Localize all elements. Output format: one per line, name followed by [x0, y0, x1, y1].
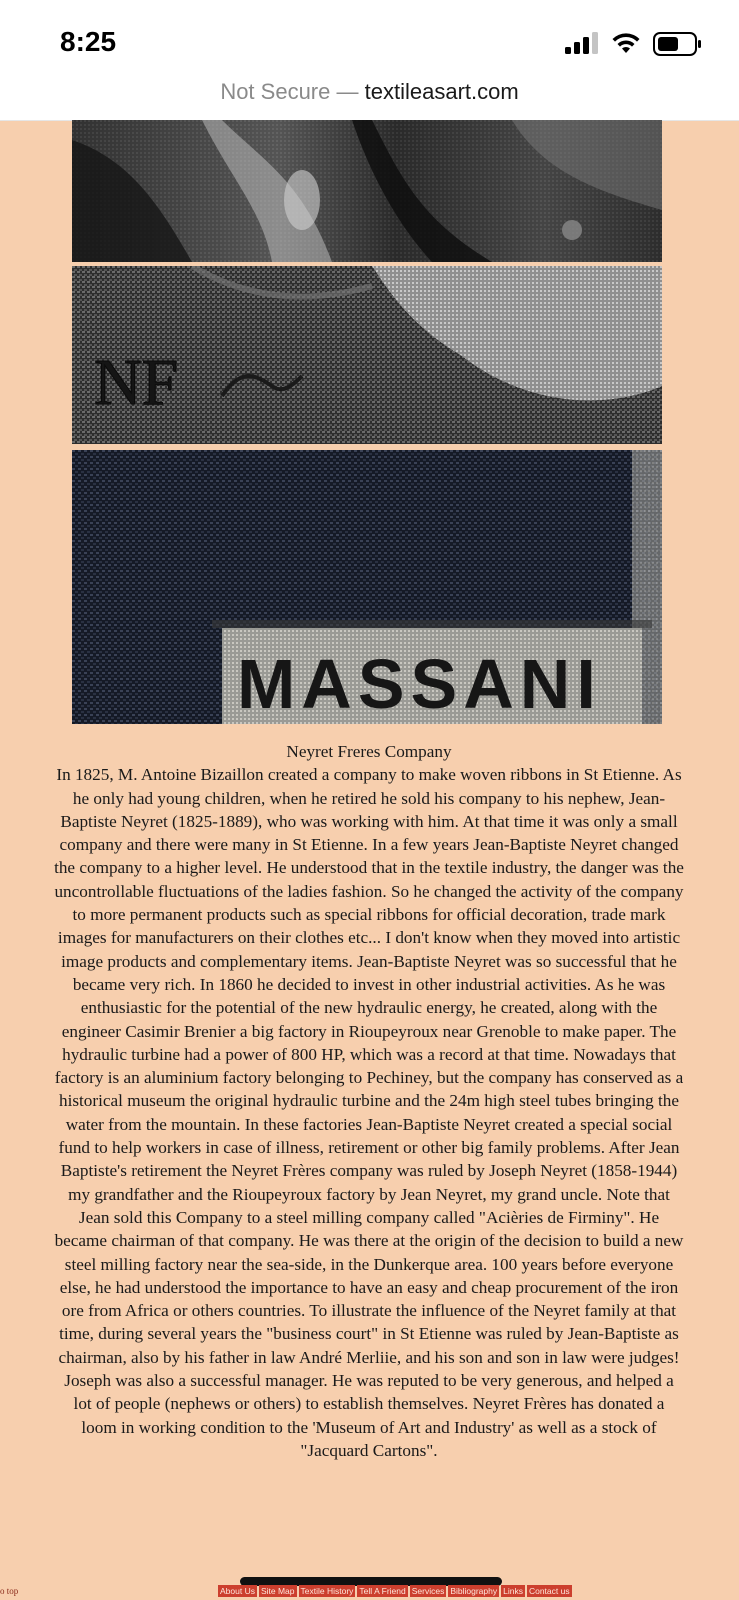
footer-link-textile-history[interactable]: Textile History — [300, 1586, 354, 1596]
status-bar — [0, 0, 739, 72]
status-icons — [563, 32, 703, 56]
article-title: Neyret Freres Company — [286, 742, 452, 761]
footer-link-site-map[interactable]: Site Map — [260, 1586, 295, 1596]
footer-link-services[interactable]: Services — [411, 1586, 445, 1596]
article-body: In 1825, M. Antoine Bizaillon created a company to make woven ribbons in St Etienne. As he only had young children, when he retired he sold his company to his nephew, Jean-Baptiste Neyret (1825-1889), who was working with him. At that time it was only a small company and there were many in St Etienne. In a few years Jean-Baptiste Neyret changed the company to a higher level. He understood that in the textile industry, the danger was the uncontrollable fluctuations of the ladies fashion. So he changed the activity of the company to more permanent products such as special ribbons for official decoration, trade mark images for manufacturers on their clothes etc... I don't know when they moved into artistic image products and complementary items. Jean-Baptiste Neyret was so successful that he became very rich. In 1860 he decided to invest in other industrial activities. As he was enthusiastic for the potential of the new hydraulic energy, he created, along with the engineer Casimir Brenier a big factory in Rioupeyroux near Grenoble to make paper. The hydraulic turbine had a power of 800 HP, which was a record at that time. Nowadays that factory is an aluminium factory belonging to Pechiney, but the company has conserved as a historical museum the original hydraulic turbine and the 24m high steel tubes bringing the water from the mountain. In these factories Jean-Baptiste Neyret created a special social fund to help workers in case of illness, retirement or other big family problems. After Jean Baptiste's retirement the Neyret Frères company was ruled by Joseph Neyret (1858-1944) my grandfather and the Rioupeyroux factory by Jean Neyret, my grand uncle. Note that Jean sold this Company to a steel milling company called "Acièries de Firminy". He became chairman of that company. He was there at the origin of the decision to build a new steel milling factory near the sea-side, in the Dunkerque area. 100 years before everyone else, he had understood the importance to have an easy and cheap procurement of the iron ore from Africa or others countries. To illustrate the influence of the Neyret family at that time, during several years the "business court" in St Etienne was ruled by Jean-Baptiste as chairman, also by his father in law André Merliie, and his son and son in law were judges! Joseph was also a successful manager. He was reputed to be very generous, and helped a lot of people (nephews or others) to establish themselves. Neyret Frères has donated a loom in working condition to the 'Museum of Art and Industry' as well as a stock of "Jacquard Cartons". — [54, 765, 684, 1460]
security-label: Not Secure — [220, 79, 331, 104]
woven-label-image — [72, 450, 662, 724]
article — [54, 740, 684, 1462]
massani-label-text: MASSANI — [237, 645, 602, 723]
back-to-top-link[interactable]: o top — [0, 1586, 19, 1596]
footer-link-about-us[interactable]: About Us — [220, 1586, 255, 1596]
address-bar[interactable] — [0, 72, 739, 121]
nf-monogram: NF — [94, 346, 179, 419]
woven-portrait-image — [72, 120, 662, 262]
status-time: 8:25 — [60, 26, 117, 57]
footer-link-tell-a-friend[interactable]: Tell A Friend — [359, 1586, 406, 1596]
footer-nav — [0, 1582, 739, 1600]
footer-link-links[interactable]: Links — [503, 1586, 523, 1596]
footer-link-contact-us[interactable]: Contact us — [528, 1586, 570, 1596]
footer-links — [218, 1585, 572, 1597]
wifi-icon — [611, 32, 641, 54]
url-domain: textileasart.com — [364, 79, 519, 104]
footer-link-bibliography[interactable]: Bibliography — [450, 1586, 498, 1596]
woven-monogram-image — [72, 266, 662, 444]
address-separator: — — [336, 79, 359, 104]
battery-icon — [653, 32, 703, 56]
cellular-signal-icon — [565, 32, 599, 54]
